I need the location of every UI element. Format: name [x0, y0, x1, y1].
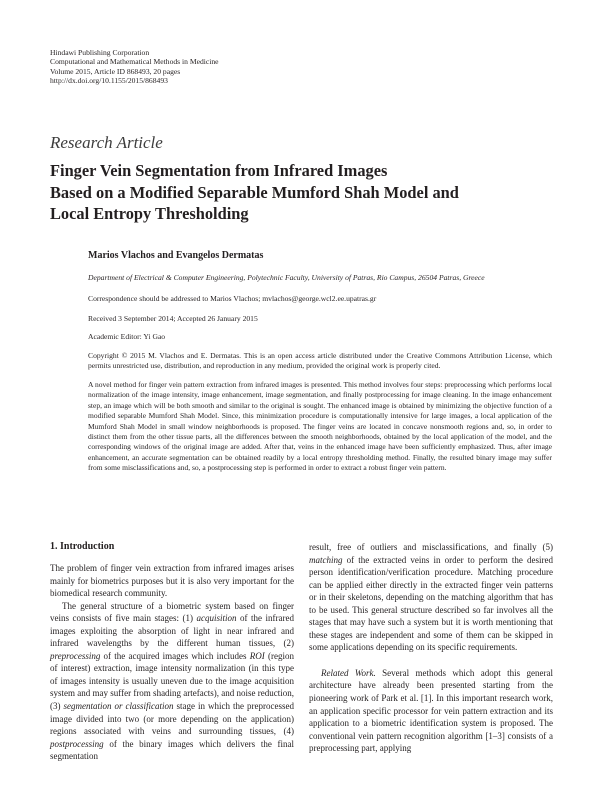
title-line: Based on a Modified Separable Mumford Shah Model and: [50, 182, 459, 202]
academic-editor: Academic Editor: Yi Gao: [88, 332, 166, 341]
doi-link[interactable]: http://dx.doi.org/10.1155/2015/868493: [50, 75, 168, 85]
authors: Marios Vlachos and Evangelos Dermatas: [88, 250, 264, 261]
article-type: Research Article: [50, 133, 163, 152]
volume-info: Volume 2015, Article ID 868493, 20 pages: [50, 66, 181, 76]
paragraph: The general structure of a biometric system based on finger veins consists of five main stages: (1) acquisition of the infrared images exploiting the absorption of light in near infrared and infrared wavelengths by the different human tissues, (2) preprocessing of the acquired images which includes ROI (region of interest) extraction, image intensity normalization (in this type of images intensity is usually uneven due to the image acquisition system and may suffer from shading artefacts), and noise reduction, (3) segmentation or classification stage in which the preprocessed image divided into two (or more depending on the application) regions associated with veins and surrounding tissues, (4) postprocessing of the binary images which delivers the final segmentation: [50, 600, 295, 762]
copyright: Copyright © 2015 M. Vlachos and E. Dermatas. This is an open access article distributed under the Creative Commons Attribution License, which permits unrestricted use, distribution, and reproduction in any medium, provided the original work is properly cited.: [88, 351, 552, 370]
dates: Received 3 September 2014; Accepted 26 January 2015: [88, 314, 258, 323]
paragraph: result, free of outliers and misclassifications, and finally (5) matching of the extracted veins in order to perform the desired person identification/verification procedure. Matching procedure can be applied either directly in the extracted finger vein patterns or in their skeletons, depending on the matching algorithm that has to be used. This general structure described so far involves all the stages that may have such a system but it is worth mentioning that these stages are independent and some of them can be skipped in some applications depending on its specific requirements.: [309, 542, 553, 653]
affiliation: Department of Electrical & Computer Engineering, Polytechnic Faculty, University of Patras, Rio Campus, 26504 Patras, Greece: [88, 273, 485, 282]
correspondence: Correspondence should be addressed to Marios Vlachos; mvlachos@george.wcl2.ee.upatras.gr: [88, 294, 377, 303]
section-heading: 1. Introduction: [50, 541, 115, 552]
journal-header: [50, 48, 219, 85]
left-column: [50, 541, 294, 763]
publisher: Hindawi Publishing Corporation: [50, 48, 150, 57]
title-line: Local Entropy Thresholding: [50, 204, 249, 223]
paragraph: Related Work. Several methods which adopt this general architecture have already been presented starting from the pioneering work of Park et al. [1]. In this important research work, an application specific processor for vein pattern extraction and its application to a biometric identification system is proposed. The conventional vein pattern recognition algorithm [1–3] consists of a preprocessing part, applying: [309, 667, 553, 754]
paragraph: The problem of finger vein extraction from infrared images arises mainly for biometrics purposes but it is also very important for the biomedical research community.: [50, 563, 294, 599]
journal-name: Computational and Mathematical Methods in Medicine: [50, 57, 219, 67]
abstract: A novel method for finger vein pattern extraction from infrared images is presented. This method involves four steps: preprocessing which performs local normalization of the image intensity, image enhancement, image segmentation, and finally postprocessing for image cleaning. In the image enhancement step, an image which will be both smooth and similar to the original is sought. The enhanced image is obtained by minimizing the objective function of a modified separable Mumford Shah Model. Since, this minimization procedure is computationally intensive for large images, a local application of the Mumford Shah Model in small window neighborhoods is proposed. The finger veins are located in concave nonsmooth regions and, so, in order to distinct them from the other tissue parts, all the differences between the smooth neighborhoods, obtained by the local application of the model, and the corresponding windows of the original image are added. After that, veins in the enhanced image have been sufficiently emphasized. Thus, after image enhancement, an accurate segmentation can be obtained readily by a local entropy thresholding method. Finally, the resulted binary image may suffer from some misclassifications and, so, a postprocessing step is performed in order to extract a robust finger vein pattern.: [88, 380, 552, 473]
title-line: Finger Vein Segmentation from Infrared Images: [50, 161, 388, 180]
paper-title: [50, 160, 459, 225]
right-column: [309, 541, 553, 755]
